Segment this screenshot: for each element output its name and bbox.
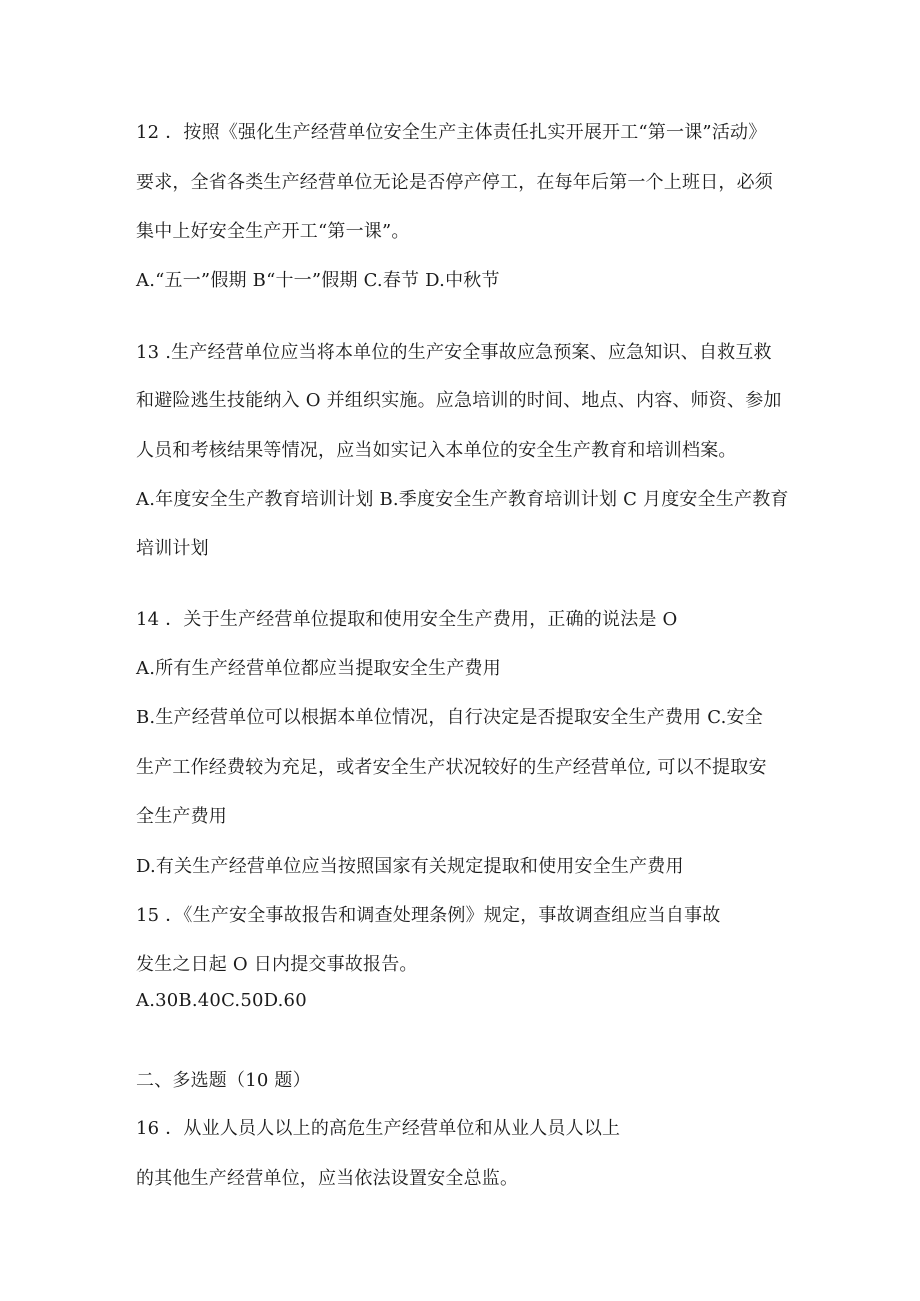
q15-text-line-1: 15 ．《生产安全事故报告和调查处理条例》规定，事故调查组应当自事故	[136, 905, 721, 926]
q14-option-bc-line-3: 全生产费用	[136, 806, 227, 827]
q12-text-line-1: 12 ．按照《强化生产经营单位安全生产主体责任扎实开展开工“第一课”活动》	[136, 122, 767, 143]
section-heading-multiple-choice: 二、多选题（10 题）	[136, 1070, 311, 1091]
q12-text-line-2: 要求，全省各类生产经营单位无论是否停产停工，在每年后第一个上班日，必须	[136, 172, 773, 193]
q14-option-a: A.所有生产经营单位都应当提取安全生产费用	[136, 658, 501, 679]
q16-text-line-2: 的其他生产经营单位，应当依法设置安全总监。	[136, 1168, 519, 1189]
q13-text-line-3: 人员和考核结果等情况，应当如实记入本单位的安全生产教育和培训档案。	[136, 440, 737, 461]
q14-option-bc-line-2: 生产工作经费较为充足，或者安全生产状况较好的生产经营单位, 可以不提取安	[136, 757, 767, 778]
q15-text-line-2: 发生之日起 O 日内提交事故报告。	[136, 954, 418, 975]
q13-text-line-1: 13 .生产经营单位应当将本单位的生产安全事故应急预案、应急知识、自救互救	[136, 342, 772, 363]
q13-options-line-2: 培训计划	[136, 538, 209, 559]
q15-options: A.30B.40C.50D.60	[136, 990, 307, 1011]
q13-text-line-2: 和避险逃生技能纳入 O 并组织实施。应急培训的时间、地点、内容、师资、参加	[136, 390, 782, 411]
q14-option-bc-line-1: B.生产经营单位可以根据本单位情况，自行决定是否提取安全生产费用 C.安全	[136, 707, 763, 728]
q12-text-line-3: 集中上好安全生产开工“第一课”。	[136, 221, 410, 242]
q16-text-line-1: 16 ．从业人员人以上的高危生产经营单位和从业人员人以上	[136, 1118, 621, 1139]
q14-option-d: D.有关生产经营单位应当按照国家有关规定提取和使用安全生产费用	[136, 856, 684, 877]
q12-options: A.“五一”假期 B“十一”假期 C.春节 D.中秋节	[136, 270, 500, 291]
q13-options-line-1: A.年度安全生产教育培训计划 B.季度安全生产教育培训计划 C 月度安全生产教育	[136, 489, 789, 510]
q14-text-line-1: 14 ．关于生产经营单位提取和使用安全生产费用，正确的说法是 O	[136, 609, 678, 630]
